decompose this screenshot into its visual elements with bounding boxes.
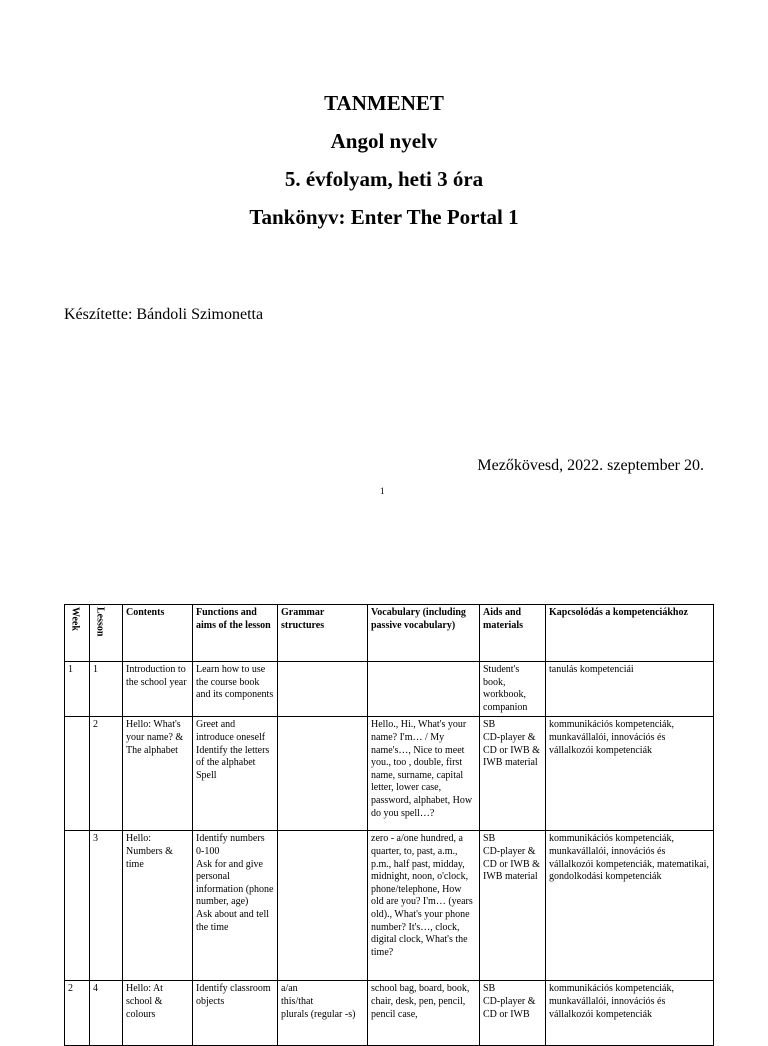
cell-grammar: a/an this/that plurals (regular -s)	[278, 981, 368, 1046]
cell-lesson: 3	[90, 831, 123, 981]
cell-contents: Introduction to the school year	[123, 662, 193, 717]
grade-title: 5. évfolyam, heti 3 óra	[284, 167, 484, 191]
cell-functions: Greet and introduce oneself Identify the letters of the alphabet Spell	[193, 717, 278, 831]
table-header-row	[65, 605, 714, 662]
lesson-plan-table	[64, 604, 714, 1046]
cell-aids: SB CD-player & CD or IWB & IWB material	[480, 831, 546, 981]
header-competences: Kapcsolódás a kompetenciákhoz	[546, 605, 714, 662]
cell-aids: SB CD-player & CD or IWB & IWB material	[480, 717, 546, 831]
cell-contents: Hello: At school & colours	[123, 981, 193, 1046]
cell-competences: kommunikációs kompetenciák, munkavállalói, innovációs és vállalkozói kompetenciák	[546, 717, 714, 831]
document-title: TANMENET	[324, 91, 444, 115]
table-row	[65, 981, 714, 1046]
cell-contents: Hello: Numbers & time	[123, 831, 193, 981]
cell-functions: Identify classroom objects	[193, 981, 278, 1046]
cell-lesson: 1	[90, 662, 123, 717]
cell-functions: Identify numbers 0-100 Ask for and give personal information (phone number, age) Ask about and tell the time	[193, 831, 278, 981]
table-row	[65, 831, 714, 981]
header-lesson: Lesson	[90, 605, 123, 662]
header-contents: Contents	[123, 605, 193, 662]
title-block	[0, 84, 768, 236]
cell-aids: Student's book, workbook, companion	[480, 662, 546, 717]
author-line: Készítette: Bándoli Szimonetta	[64, 306, 264, 323]
cell-grammar	[278, 662, 368, 717]
cell-contents: Hello: What's your name? & The alphabet	[123, 717, 193, 831]
cell-week: 1	[65, 662, 90, 717]
cell-week	[65, 831, 90, 981]
cell-lesson: 2	[90, 717, 123, 831]
header-vocabulary: Vocabulary (including passive vocabulary)	[368, 605, 480, 662]
place-date: Mezőkövesd, 2022. szeptember 20.	[477, 457, 704, 474]
cell-vocabulary: Hello., Hi., What's your name? I'm… / My name's…, Nice to meet you., too , double, first name, surname, capital letter, lower case, password, alphabet, How do you spell…?	[368, 717, 480, 831]
header-functions: Functions and aims of the lesson	[193, 605, 278, 662]
header-week: Week	[65, 605, 90, 662]
header-aids: Aids and materials	[480, 605, 546, 662]
cell-grammar	[278, 717, 368, 831]
page-number: 1	[380, 486, 385, 496]
cell-grammar	[278, 831, 368, 981]
table-row	[65, 717, 714, 831]
textbook-title: Tankönyv: Enter The Portal 1	[249, 205, 519, 229]
header-grammar: Grammar structures	[278, 605, 368, 662]
subject-title: Angol nyelv	[330, 129, 438, 153]
cell-vocabulary: zero - a/one hundred, a quarter, to, past, a.m., p.m., half past, midday, midnight, noon, o'clock, phone/telephone, How old are you? I'm… (years old)., What's your phone number? It's…, clock, digital clock, What's the time?	[368, 831, 480, 981]
cell-week	[65, 717, 90, 831]
cell-competences: kommunikációs kompetenciák, munkavállalói, innovációs és vállalkozói kompetenciák	[546, 981, 714, 1046]
cell-vocabulary: school bag, board, book, chair, desk, pen, pencil, pencil case,	[368, 981, 480, 1046]
cell-functions: Learn how to use the course book and its components	[193, 662, 278, 717]
cell-vocabulary	[368, 662, 480, 717]
cell-aids: SB CD-player & CD or IWB	[480, 981, 546, 1046]
table-row	[65, 662, 714, 717]
cell-week: 2	[65, 981, 90, 1046]
cell-lesson: 4	[90, 981, 123, 1046]
cell-competences: tanulás kompetenciái	[546, 662, 714, 717]
cell-competences: kommunikációs kompetenciák, munkavállalói, innovációs és vállalkozói kompetenciák, matematikai, gondolkodási kompetenciák	[546, 831, 714, 981]
